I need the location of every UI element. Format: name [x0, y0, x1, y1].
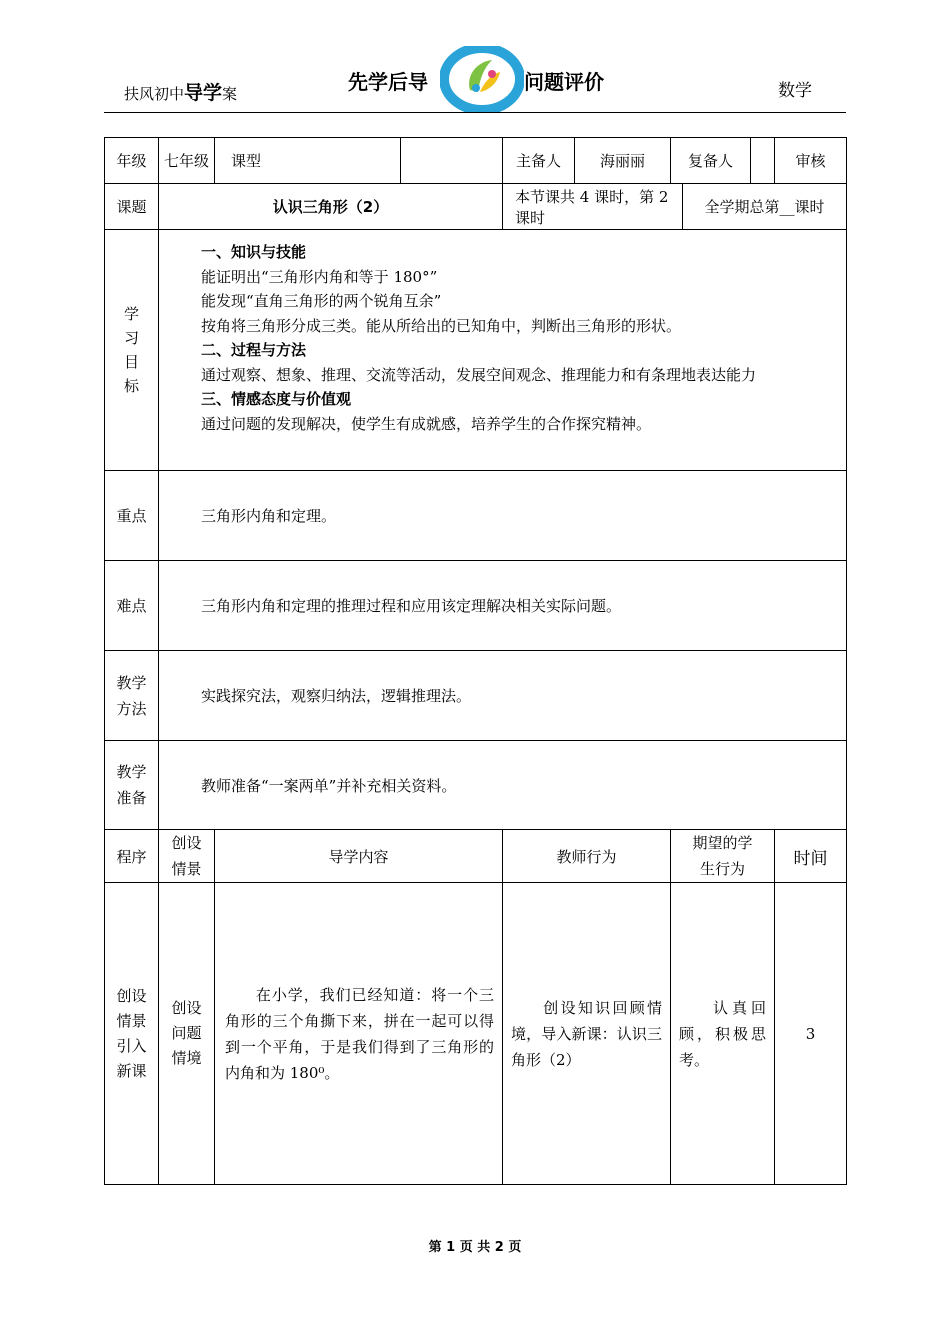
co-preparer-label: 复备人	[671, 138, 751, 184]
goals-content	[159, 230, 847, 471]
grade-label: 年级	[105, 138, 159, 184]
method-value: 实践探究法，观察归纳法，逻辑推理法。	[159, 651, 847, 741]
goal-line: 通过问题的发现解决，使学生有成就感，培养学生的合作探究精神。	[201, 414, 652, 433]
goal-line: 按角将三角形分成三类。能从所给出的已知角中，判断出三角形的形状。	[201, 316, 682, 335]
goal-line: 能发现“直角三角形的两个锐角互余”	[201, 292, 442, 310]
section-info: 本节课共 4 课时，第 2 课时	[503, 184, 683, 230]
slogan-right: 问题评价	[524, 70, 604, 94]
prep-label: 教学 准备	[105, 741, 159, 830]
key-point-label: 重点	[105, 471, 159, 561]
main-preparer-value: 海丽丽	[575, 138, 671, 184]
prep-row	[105, 741, 847, 830]
topic-value: 认识三角形（2）	[159, 184, 503, 230]
school-emblem-icon	[440, 46, 524, 112]
goals-label: 学 习 目 标	[105, 230, 159, 471]
main-preparer-label: 主备人	[503, 138, 575, 184]
lesson-plan-table	[104, 137, 847, 1185]
col-time: 时间	[775, 830, 847, 883]
method-label: 教学 方法	[105, 651, 159, 741]
col-teacher: 教师行为	[503, 830, 671, 883]
lesson-type-value	[401, 138, 503, 184]
col-student: 期望的学 生行为	[671, 830, 775, 883]
goal-heading-3: 三、情感态度与价值观	[201, 390, 352, 408]
header-divider	[104, 112, 846, 113]
key-point-value: 三角形内角和定理。	[159, 471, 847, 561]
col-step: 程序	[105, 830, 159, 883]
term-total: 全学期总第__课时	[683, 184, 847, 230]
content-cell: 在小学，我们已经知道：将一个三角形的三个角撕下来，拼在一起可以得到一个平角，于是我们得到了三角形的内角和为 180⁰。	[215, 883, 503, 1185]
goal-line: 通过观察、想象、推理、交流等活动，发展空间观念、推理能力和有条理地表达能力	[201, 365, 757, 384]
difficulty-row	[105, 561, 847, 651]
page-footer: 第 1 页 共 2 页	[428, 1240, 522, 1255]
difficulty-value: 三角形内角和定理的推理过程和应用该定理解决相关实际问题。	[159, 561, 847, 651]
page-header	[104, 40, 846, 112]
procedure-row	[105, 883, 847, 1185]
topic-label: 课题	[105, 184, 159, 230]
lesson-type-label: 课型	[215, 138, 401, 184]
step-cell: 创设 情景 引入 新课	[105, 883, 159, 1185]
difficulty-label: 难点	[105, 561, 159, 651]
col-scene: 创设 情景	[159, 830, 215, 883]
teacher-cell: 创设知识回顾情境，导入新课：认识三角形（2）	[503, 883, 671, 1185]
co-preparer-value	[751, 138, 775, 184]
prep-value: 教师准备“一案两单”并补充相关资料。	[159, 741, 847, 830]
goal-heading-1: 一、知识与技能	[201, 243, 307, 261]
col-content: 导学内容	[215, 830, 503, 883]
time-cell: 3	[775, 883, 847, 1185]
school-name: 扶风初中导学案	[124, 82, 238, 104]
slogan-left: 先学后导	[348, 70, 428, 94]
student-cell: 认真回顾，积极思考。	[671, 883, 775, 1185]
method-row	[105, 651, 847, 741]
subject-label: 数学	[778, 81, 812, 101]
goals-row	[105, 230, 847, 471]
procedure-header-row	[105, 830, 847, 883]
review-label: 审核	[775, 138, 847, 184]
info-row-2	[105, 184, 847, 230]
scene-cell: 创设 问题 情境	[159, 883, 215, 1185]
info-row-1	[105, 138, 847, 184]
key-point-row	[105, 471, 847, 561]
goal-line: 能证明出“三角形内角和等于 180°”	[201, 267, 438, 286]
grade-value: 七年级	[159, 138, 215, 184]
goal-heading-2: 二、过程与方法	[201, 341, 307, 359]
